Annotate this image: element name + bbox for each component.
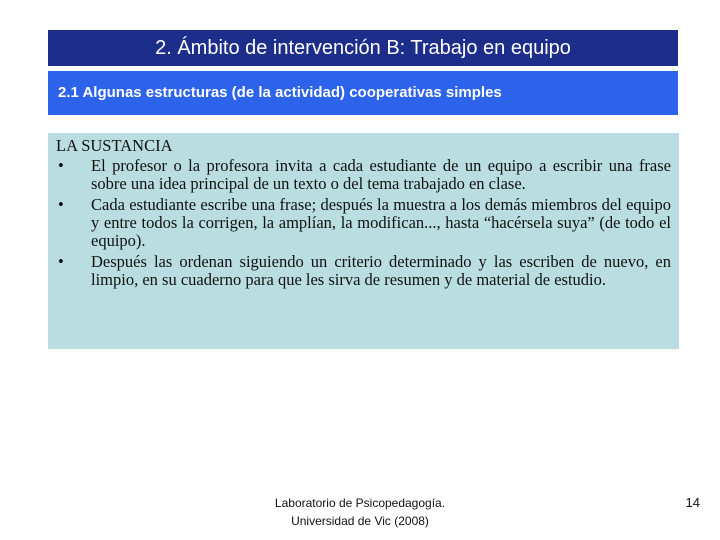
slide-subtitle: 2.1 Algunas estructuras (de la actividad) cooperativas simples <box>48 71 678 115</box>
bullet-icon: • <box>58 195 64 214</box>
footer-line-2: Universidad de Vic (2008) <box>291 514 429 528</box>
bullet-text: El profesor o la profesora invita a cada estudiante de un equipo a escribir una frase sobre una idea principal de un texto o del tema trabajado en clase. <box>91 156 671 193</box>
list-item <box>56 196 671 250</box>
content-box <box>48 133 679 349</box>
bullet-icon: • <box>58 252 64 271</box>
bullet-text: Cada estudiante escribe una frase; después la muestra a los demás miembros del equipo y entre todos la corrigen, la amplían, la modifican..., hasta “hacérsela suya” (de todo el equipo). <box>91 195 671 250</box>
list-item <box>56 157 671 193</box>
page-number: 14 <box>685 495 700 510</box>
list-item <box>56 253 671 289</box>
bullet-icon: • <box>58 156 64 175</box>
content-heading: LA SUSTANCIA <box>56 136 173 155</box>
footer <box>200 494 520 530</box>
bullet-list <box>56 157 671 289</box>
footer-line-1: Laboratorio de Psicopedagogía. <box>274 496 446 510</box>
slide-title: 2. Ámbito de intervención B: Trabajo en equipo <box>48 30 678 66</box>
bullet-text: Después las ordenan siguiendo un criterio determinado y las escriben de nuevo, en limpio, en su cuaderno para que les sirva de resumen y de material de estudio. <box>91 252 671 289</box>
